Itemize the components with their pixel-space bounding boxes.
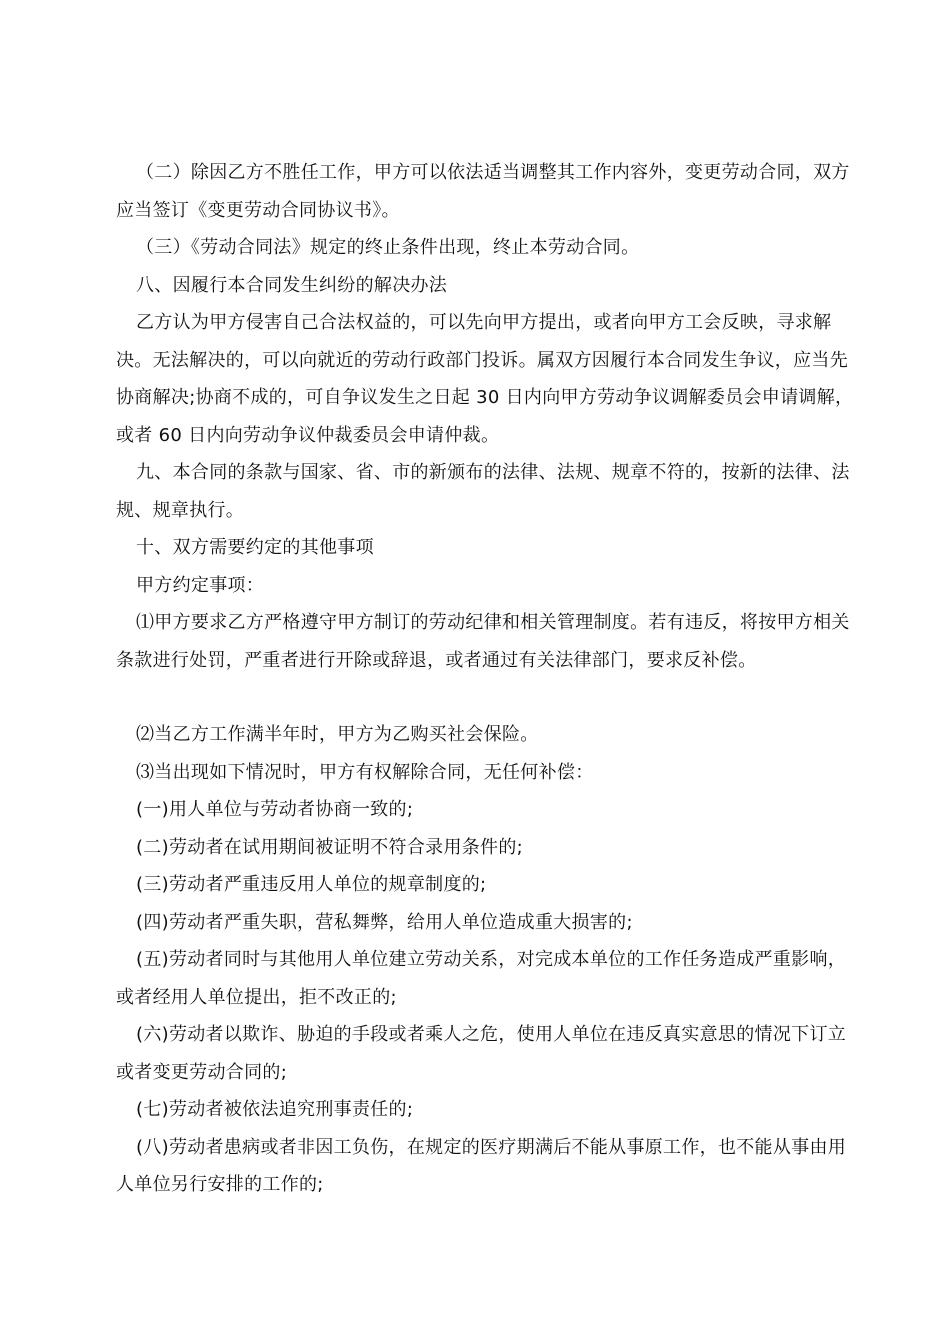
dismissal-case-5: (五)劳动者同时与其他用人单位建立劳动关系，对完成本单位的工作任务造成严重影响，或者经用人单位提出，拒不改正的; [116,949,847,1008]
clause-termination-condition: （三）《劳动合同法》规定的终止条件出现，终止本劳动合同。 [136,237,640,258]
clause-dispute-resolution: 乙方认为甲方侵害自己合法权益的，可以先向甲方提出，或者向甲方工会反映，寻求解决。无法解决的，可以向就近的劳动行政部门投诉。属双方因履行本合同发生争议，应当先协商解决;协商不成的，可自争议发生之日起 30 日内向甲方劳动争议调解委员会申请调解，或者 60 日内向劳动争议仲裁委员会申请仲裁。 [116,312,854,446]
dismissal-case-1: (一)用人单位与劳动者协商一致的; [136,799,414,820]
section-heading-dispute-resolution: 八、因履行本合同发生纠纷的解决办法 [136,274,448,296]
section-heading-other-matters: 十、双方需要约定的其他事项 [136,537,374,558]
clause-change-contract: （二）除因乙方不胜任工作，甲方可以依法适当调整其工作内容外，变更劳动合同，双方应当签订《变更劳动合同协议书》。 [116,162,850,221]
dismissal-case-8: (八)劳动者患病或者非因工负伤，在规定的医疗期满后不能从事原工作，也不能从事由用人单位另行安排的工作的; [116,1136,847,1195]
party-a-matters-heading: 甲方约定事项： [136,574,265,596]
party-a-item-3: ⑶当出现如下情况时，甲方有权解除合同，无任何补偿： [136,761,594,783]
dismissal-case-6: (六)劳动者以欺诈、胁迫的手段或者乘人之危，使用人单位在违反真实意思的情况下订立或者变更劳动合同的; [116,1024,847,1083]
section-heading-law-conflict: 九、本合同的条款与国家、省、市的新颁布的法律、法规、规章不符的，按新的法律、法规、规章执行。 [116,462,850,521]
dismissal-case-7: (七)劳动者被依法追究刑事责任的; [136,1099,414,1120]
party-a-item-2: ⑵当乙方工作满半年时，甲方为乙购买社会保险。 [136,724,539,745]
paragraph-spacer [116,679,856,716]
dismissal-case-4: (四)劳动者严重失职，营私舞弊，给用人单位造成重大损害的; [136,911,633,933]
party-a-item-1: ⑴甲方要求乙方严格遵守甲方制订的劳动纪律和相关管理制度。若有违反，将按甲方相关条款进行处罚，严重者进行开除或辞退，或者通过有关法律部门，要求反补偿。 [116,612,850,671]
contract-text-body [116,154,856,1204]
dismissal-case-2: (二)劳动者在试用期间被证明不符合录用条件的; [136,836,524,858]
dismissal-case-3: (三)劳动者严重违反用人单位的规章制度的; [136,874,487,895]
